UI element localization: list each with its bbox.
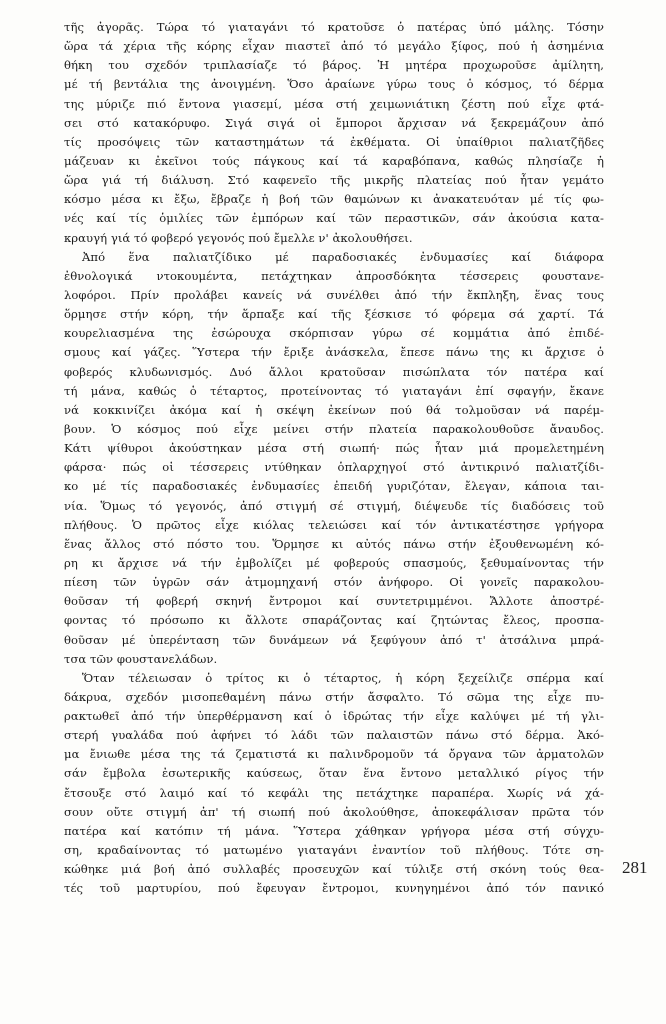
text-line: τίς προσόψεις τῶν καταστημάτων τά ἐκθέματα. Οἱ ὑπαίθριοι παλιατζῆδες <box>64 134 604 149</box>
text-line: ὥρα τά χέρια τῆς κόρης εἶχαν πιαστεῖ ἀπό τό μεγάλο ξίφος, πού ἡ ἀσημένια <box>64 39 604 54</box>
text-line: Ἀπό ἕνα παλιατζίδικο μέ παραδοσιακές ἐνδυμασίες καί διάφορα <box>82 249 604 264</box>
text-line: Κάτι ψίθυροι ἀκούστηκαν μέσα στή σιωπή· πώς ἦταν μιά προμελετημένη <box>64 441 604 456</box>
text-line: ρη κι ἄρχισε νά τήν ἐμβολίζει μέ φοβερούς σπασμούς, ξεθυμαίνοντας τήν <box>64 555 604 570</box>
text-line: τές τοῦ μαρτυρίου, πού ἔφευγαν ἔντρομοι, κυνηγημένοι ἀπό τόν πανικό <box>64 881 604 896</box>
text-line: κραυγή γιά τό φοβερό γεγονός πού ἔμελλε ν' ἀκολουθήσει. <box>64 230 413 245</box>
text-line: μέ τή βεντάλια της ἀνοιγμένη. Ὅσο ἀραίωνε γύρω τους ὁ κόσμος, τό δέρμα <box>64 77 604 92</box>
page-number: 281 <box>622 858 648 877</box>
text-line: τή μάνα, καθώς ὁ τέταρτος, προτείνοντας τό γιαταγάνι ἐπί σφαγήν, ἔκανε <box>64 383 604 398</box>
text-line: Ὅταν τέλειωσαν ὁ τρίτος κι ὁ τέταρτος, ἡ κόρη ξεχείλιζε σπέρμα καί <box>82 670 604 685</box>
text-line: σουν οὔτε στιγμή ἀπ' τή σιωπή πού ἀκολούθησε, ἀποκεφάλισαν πρῶτα τόν <box>64 804 604 819</box>
text-line: νία. Ὅμως τό γεγονός, ἀπό στιγμή σέ στιγμή, διέψευδε τίς διαδόσεις τοῦ <box>64 498 604 513</box>
text-line: φοβερός κλυδωνισμός. Δυό ἄλλοι κρατοῦσαν πισώπλατα τόν πατέρα καί <box>64 364 604 379</box>
text-line: νές καί τίς ὁμιλίες τῶν ἐμπόρων καί τῶν περαστικῶν, σάν ἀκούσια κατα- <box>64 211 604 226</box>
text-line: τσα τῶν φουστανελάδων. <box>64 651 218 666</box>
text-line: ὥρα γιά τή διάλυση. Στό καφενεῖο τῆς μικρῆς πλατείας πού ἦταν γεμάτο <box>64 173 604 188</box>
text-line: πατέρα καί κατόπιν τή μάνα. Ὕστερα χάθηκαν γρήγορα μέσα στή σύγχυ- <box>64 823 604 838</box>
text-line: λοφόροι. Πρίν προλάβει κανείς νά συνέλθει ἀπό τήν ἔκπληξη, ἕνας τους <box>64 287 604 302</box>
text-line: θοῦσαν τή φοβερή σκηνή ἔντρομοι καί συντετριμμένοι. Ἄλλοτε ἀποστρέ- <box>64 594 604 609</box>
text-line: θήκη του σχεδόν τριπλασίαζε τό βάρος. Ἡ μητέρα προχωροῦσε ἀμίλητη, <box>64 58 604 73</box>
text-line: μάζευαν κι ἐκεῖνοι τούς πάγκους καί τά καραβόπανα, καθώς πλησίαζε ἡ <box>64 153 604 168</box>
text-line: της μύριζε πιό ἔντονα γιασεμί, μέσα στή χειμωνιάτικη ζέστη πού εἶχε φτά- <box>64 96 604 111</box>
body-text <box>64 18 604 1003</box>
text-line: κουρελιασμένα της ἐσώρουχα σκόρπισαν γύρω σέ κομμάτια ἀπό ἐπιδέ- <box>64 326 604 341</box>
text-line: κο μέ τίς παραδοσιακές ἐνδυμασίες ἐπειδή γυριζόταν, ἔλεγαν, κάποια ται- <box>64 479 604 494</box>
text-line: φάρσα· πώς οἱ τέσσερεις ντύθηκαν ὁπλαρχηγοί στό ἀντικρινό παλιατζίδι- <box>64 460 604 475</box>
text-line: βουν. Ὁ κόσμος πού εἶχε μείνει στήν πλατεία παρακολουθοῦσε ἄναυδος. <box>64 421 604 436</box>
text-line: κόσμο μέσα κι ἔξω, ἔβραζε ἡ βοή τῶν θαμώνων κι ἀνακατευόταν μέ τίς φω- <box>64 192 604 207</box>
text-line: φοντας τό πρόσωπο κι ἄλλοτε σπαράζοντας καί ζητώντας ἔλεος, προσπα- <box>64 613 604 628</box>
text-line: ση, κραδαίνοντας τό ματωμένο γιαταγάνι ἐναντίον τοῦ πλήθους. Τότε ση- <box>64 843 604 858</box>
text-line: σει στό κατακόρυφο. Σιγά σιγά οἱ ἔμποροι ἄρχισαν νά ξεκρεμάζουν ἀπό <box>64 115 604 130</box>
text-line: νά κοκκινίζει ἀκόμα καί ἡ σκέψη ἐκείνων πού θά τολμοῦσαν νά παρέμ- <box>64 402 604 417</box>
text-line: ἔτσουξε στό λαιμό καί τό κεφάλι της πετάχτηκε παραπέρα. Χωρίς νά χά- <box>64 785 604 800</box>
text-line: στερή γυαλάδα πού ἀφήνει τό λάδι τῶν παλαιστῶν πάνω στό δέρμα. Ἀκό- <box>64 728 604 743</box>
text-line: θοῦσαν μέ ὑπερένταση τῶν δυνάμεων νά ξεφύγουν ἀπό τ' ἀτσάλινα μπρά- <box>64 632 604 647</box>
text-line: ἐθνολογικά ντοκουμέντα, πετάχτηκαν ἀπροσδόκητα τέσσερεις φουστανε- <box>64 268 604 283</box>
text-line: πίεση τῶν ὑγρῶν σάν ἀτμομηχανή στόν ἀνήφορο. Οἱ γονεῖς παρακολου- <box>64 575 604 590</box>
text-line: ρακτωθεῖ ἀπό τήν ὑπερθέρμανση καί ὁ ἱδρώτας τήν εἶχε καλύψει μέ τή γλι- <box>64 709 604 724</box>
text-line: πλήθους. Ὁ πρῶτος εἶχε κιόλας τελειώσει καί τόν ἀντικατέστησε γρήγορα <box>64 517 604 532</box>
text-line: μα ἔνιωθε μέσα της τά ζεματιστά κι παλινδρομοῦν τά ὄργανα τῶν ἀρματολῶν <box>64 747 604 762</box>
text-line: κώθηκε μιά βοή ἀπό συλλαβές προσευχῶν καί τύλιξε στή σκόνη τούς θεα- <box>64 862 604 877</box>
text-line: σάν ἔμβολα ἐσωτερικῆς καύσεως, ὅταν ἕνα ἔντονο μεταλλικό ρίγος τήν <box>64 766 604 781</box>
text-line: τῆς ἀγορᾶς. Τώρα τό γιαταγάνι τό κρατοῦσε ὁ πατέρας ὑπό μάλης. Τόσην <box>64 20 604 34</box>
text-line: σμους καί γάζες. Ὕστερα τήν ἔριξε ἀνάσκελα, ἔπεσε πάνω της κι ἄρχισε ὁ <box>64 345 604 360</box>
text-line: ὅρμησε στήν κόρη, τήν ἅρπαξε καί τῆς ξέσκισε τό φόρεμα σά χαρτί. Τά <box>64 307 604 322</box>
text-line: ἕνας ἄλλος στό πόστο του. Ὅρμησε κι αὐτός πάνω στήν ἐξουθενωμένη κό- <box>64 536 604 551</box>
text-line: δάκρυα, σχεδόν μισοπεθαμένη πάνω στήν ἄσφαλτο. Τό σῶμα της εἶχε πυ- <box>64 689 604 704</box>
